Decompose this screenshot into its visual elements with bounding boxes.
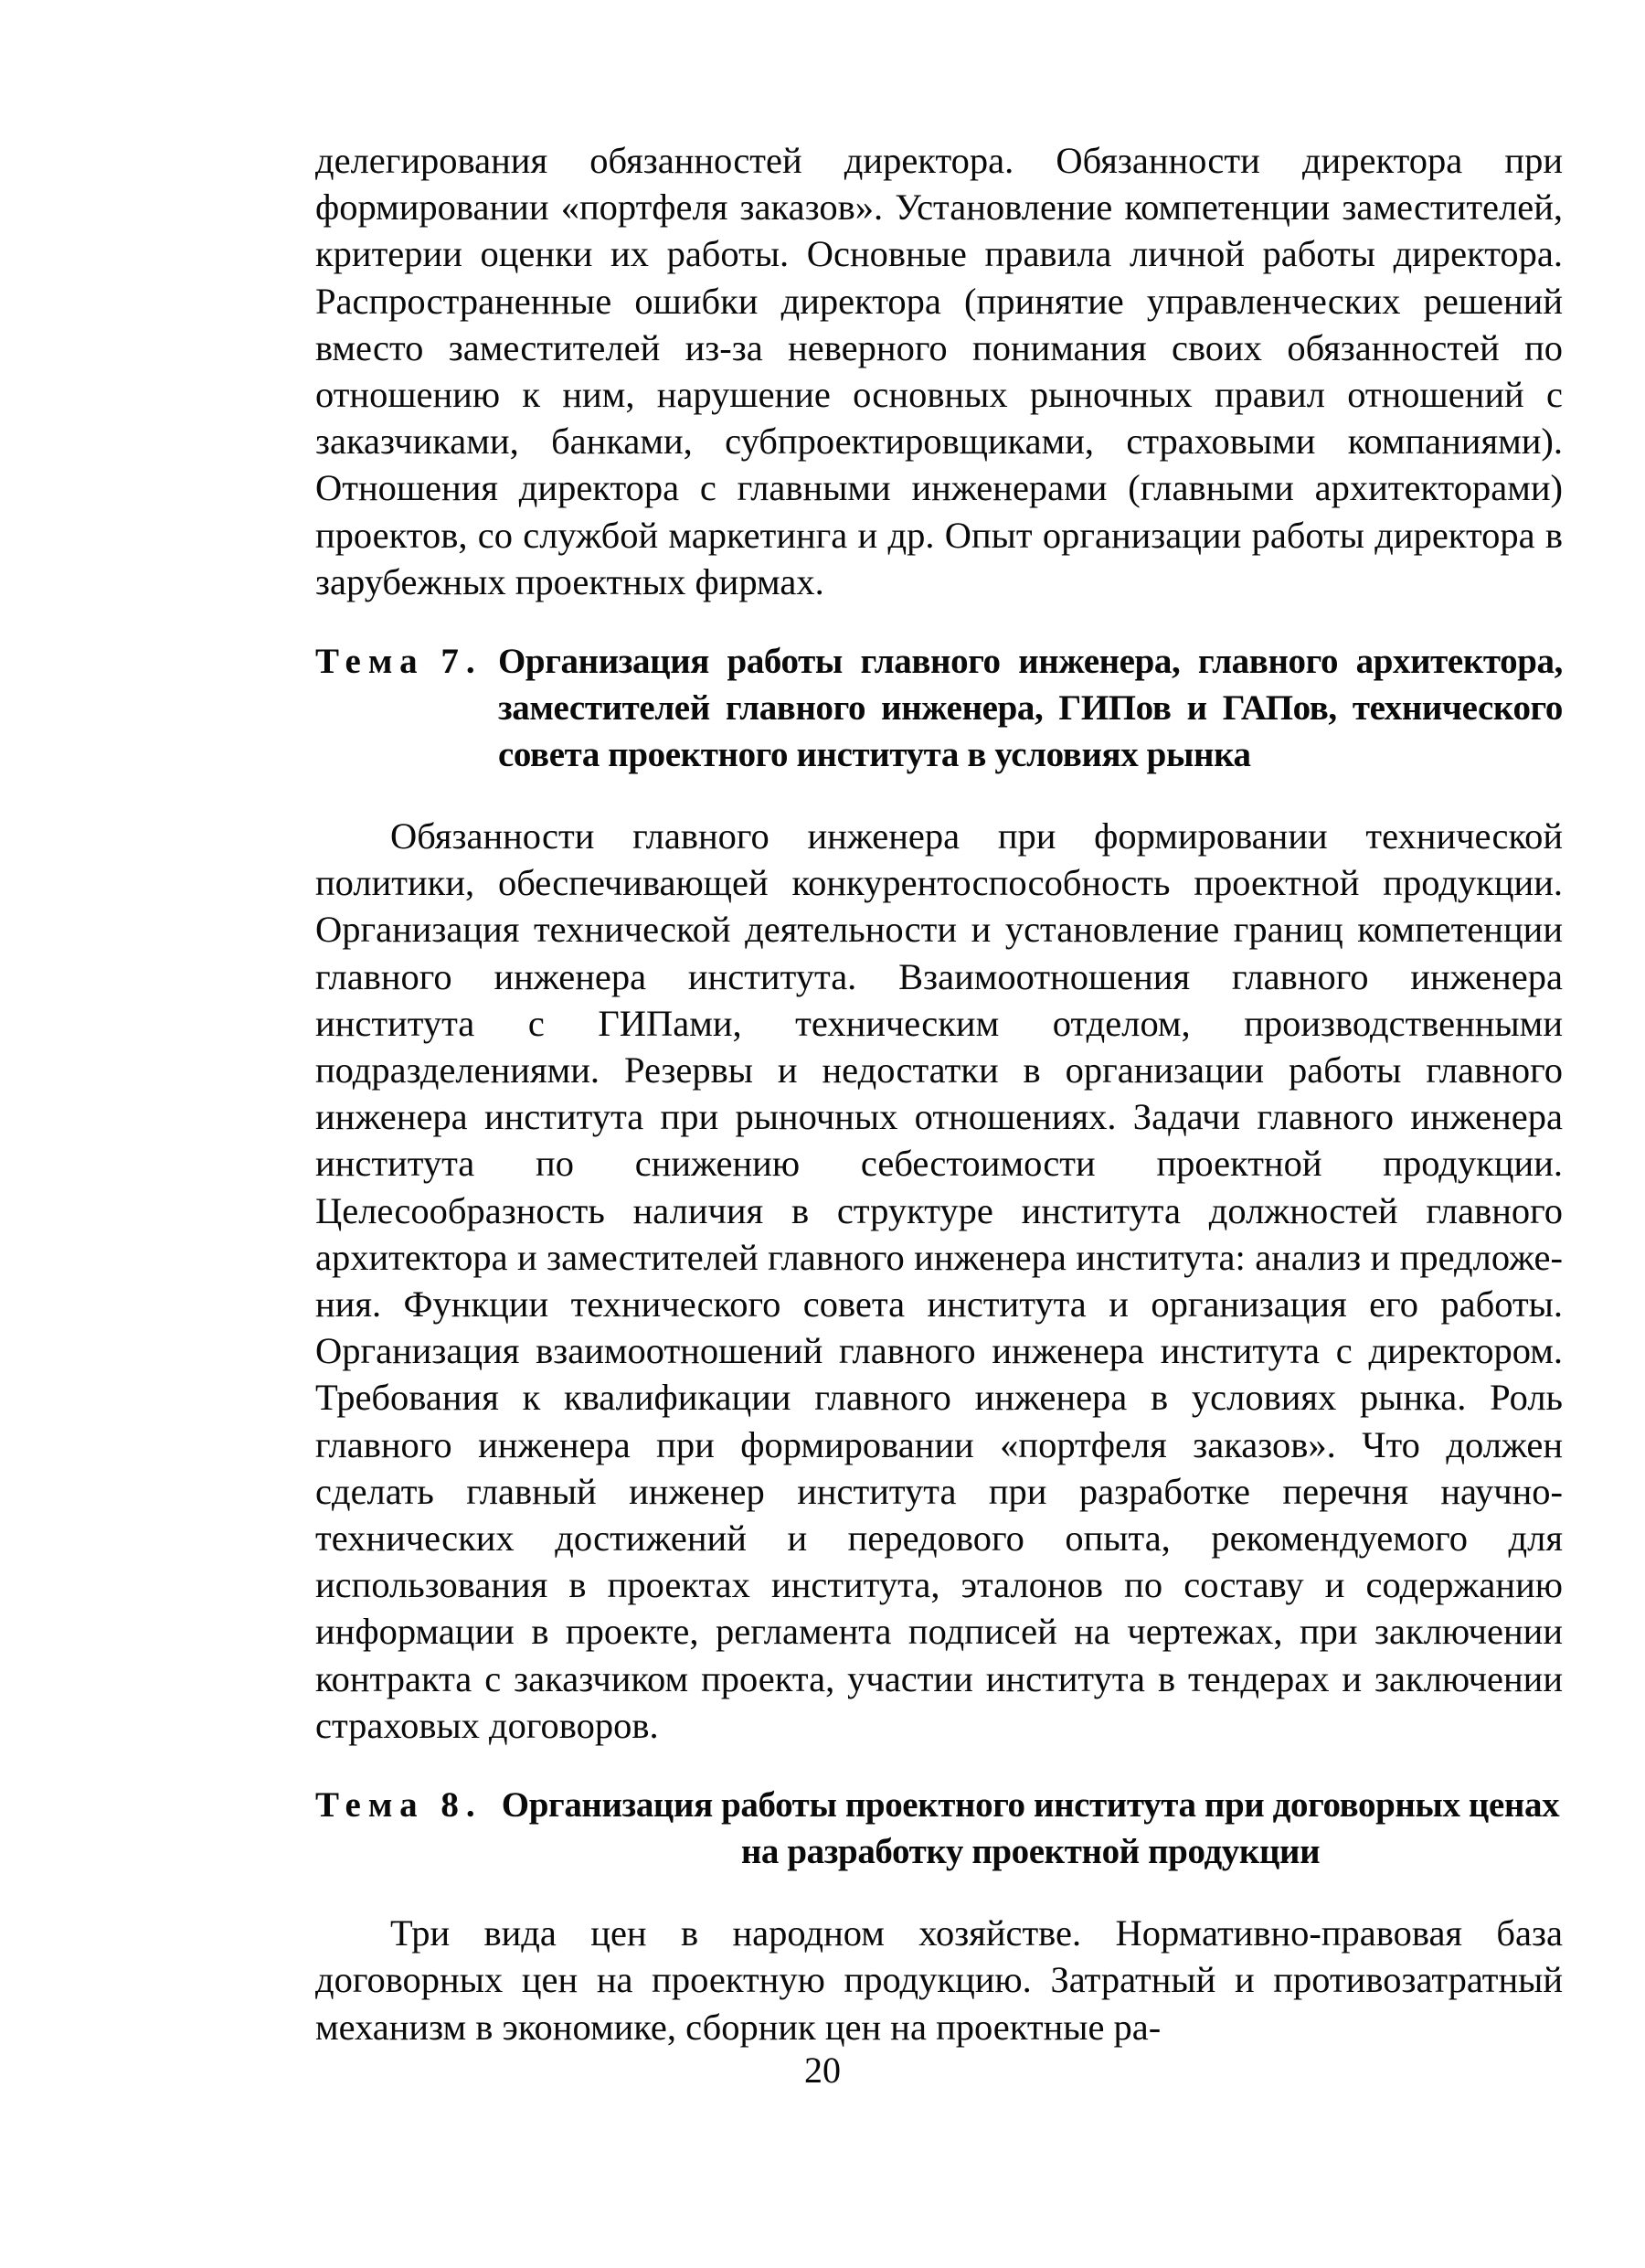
page-number: 20 xyxy=(804,2050,841,2091)
topic-8-label: Тема 8. xyxy=(315,1785,483,1826)
topic-7-heading xyxy=(315,638,1563,778)
paragraph-director-duties: делегирования обязанностей директора. Обязанности директора при формировании «портфеля заказов». Установление компетенции заместителей, критерии оценки их работы. Основные правила личной работы директора. Распространенные ошибки директора (принятие управленческих решений вместо заместителей из-за неверного понимания своих обязанностей по отношению к ним, нарушение основных рыночных правил отношений с заказчиками, банками, субпроектировщиками, страховыми компаниями). Отношения директора с главными инженерами (главными архитекторами) проектов, со службой маркетинга и др. Опыт организации работы директора в зарубежных проектных фирмах. xyxy=(315,140,1563,602)
page-body xyxy=(315,137,1563,2050)
topic-8-heading xyxy=(315,1782,1563,1875)
topic-8-title: Организация работы проектного института при договорных ценах на разработку проектной продукции xyxy=(501,1785,1560,1872)
paragraph-chief-engineer: Обязанности главного инженера при формировании технической политики, обеспечивающей конкурентоспособность проектной продукции. Организация технической деятельности и установление границ компетенции главного инженера института. Взаимоотношения главного инженера института с ГИПами, техническим отделом, производственными подразделениями. Резервы и недостатки в организации работы главного инженера института при рыночных отношениях. Задачи главного инженера института по снижению себестоимости проектной продукции. Целесообразность наличия в структуре института должностей главного архитектора и заместителей главного инженера института: анализ и предложения. Функции технического совета института и организация его работы. Организация взаимоотношений главного инженера института с директором. Требования к квалификации главного инженера в условиях рынка. Роль главного инженера при формировании «портфеля заказов». Что должен сделать главный инженер института при разработке перечня научно-технических достижений и передового опыта, рекомендуемого для использования в проектах института, эталонов по составу и содержанию информации в проекте, регламента подписей на чертежах, при заключении контракта с заказчиком проекта, участии института в тендерах и заключении страховых договоров. xyxy=(315,815,1563,1746)
paragraph-contract-prices: Три вида цен в народном хозяйстве. Нормативно-правовая база договорных цен на проектную продукцию. Затратный и противозатратный механизм в экономике, сборник цен на проектные ра- xyxy=(315,1912,1563,2048)
topic-7-title: Организация работы главного инженера, главного архитектора, заместителей главного инженера, ГИПов и ГАПов, технического совета проектного института в условиях рынка xyxy=(498,642,1563,775)
topic-7-label: Тема 7. xyxy=(315,642,483,682)
